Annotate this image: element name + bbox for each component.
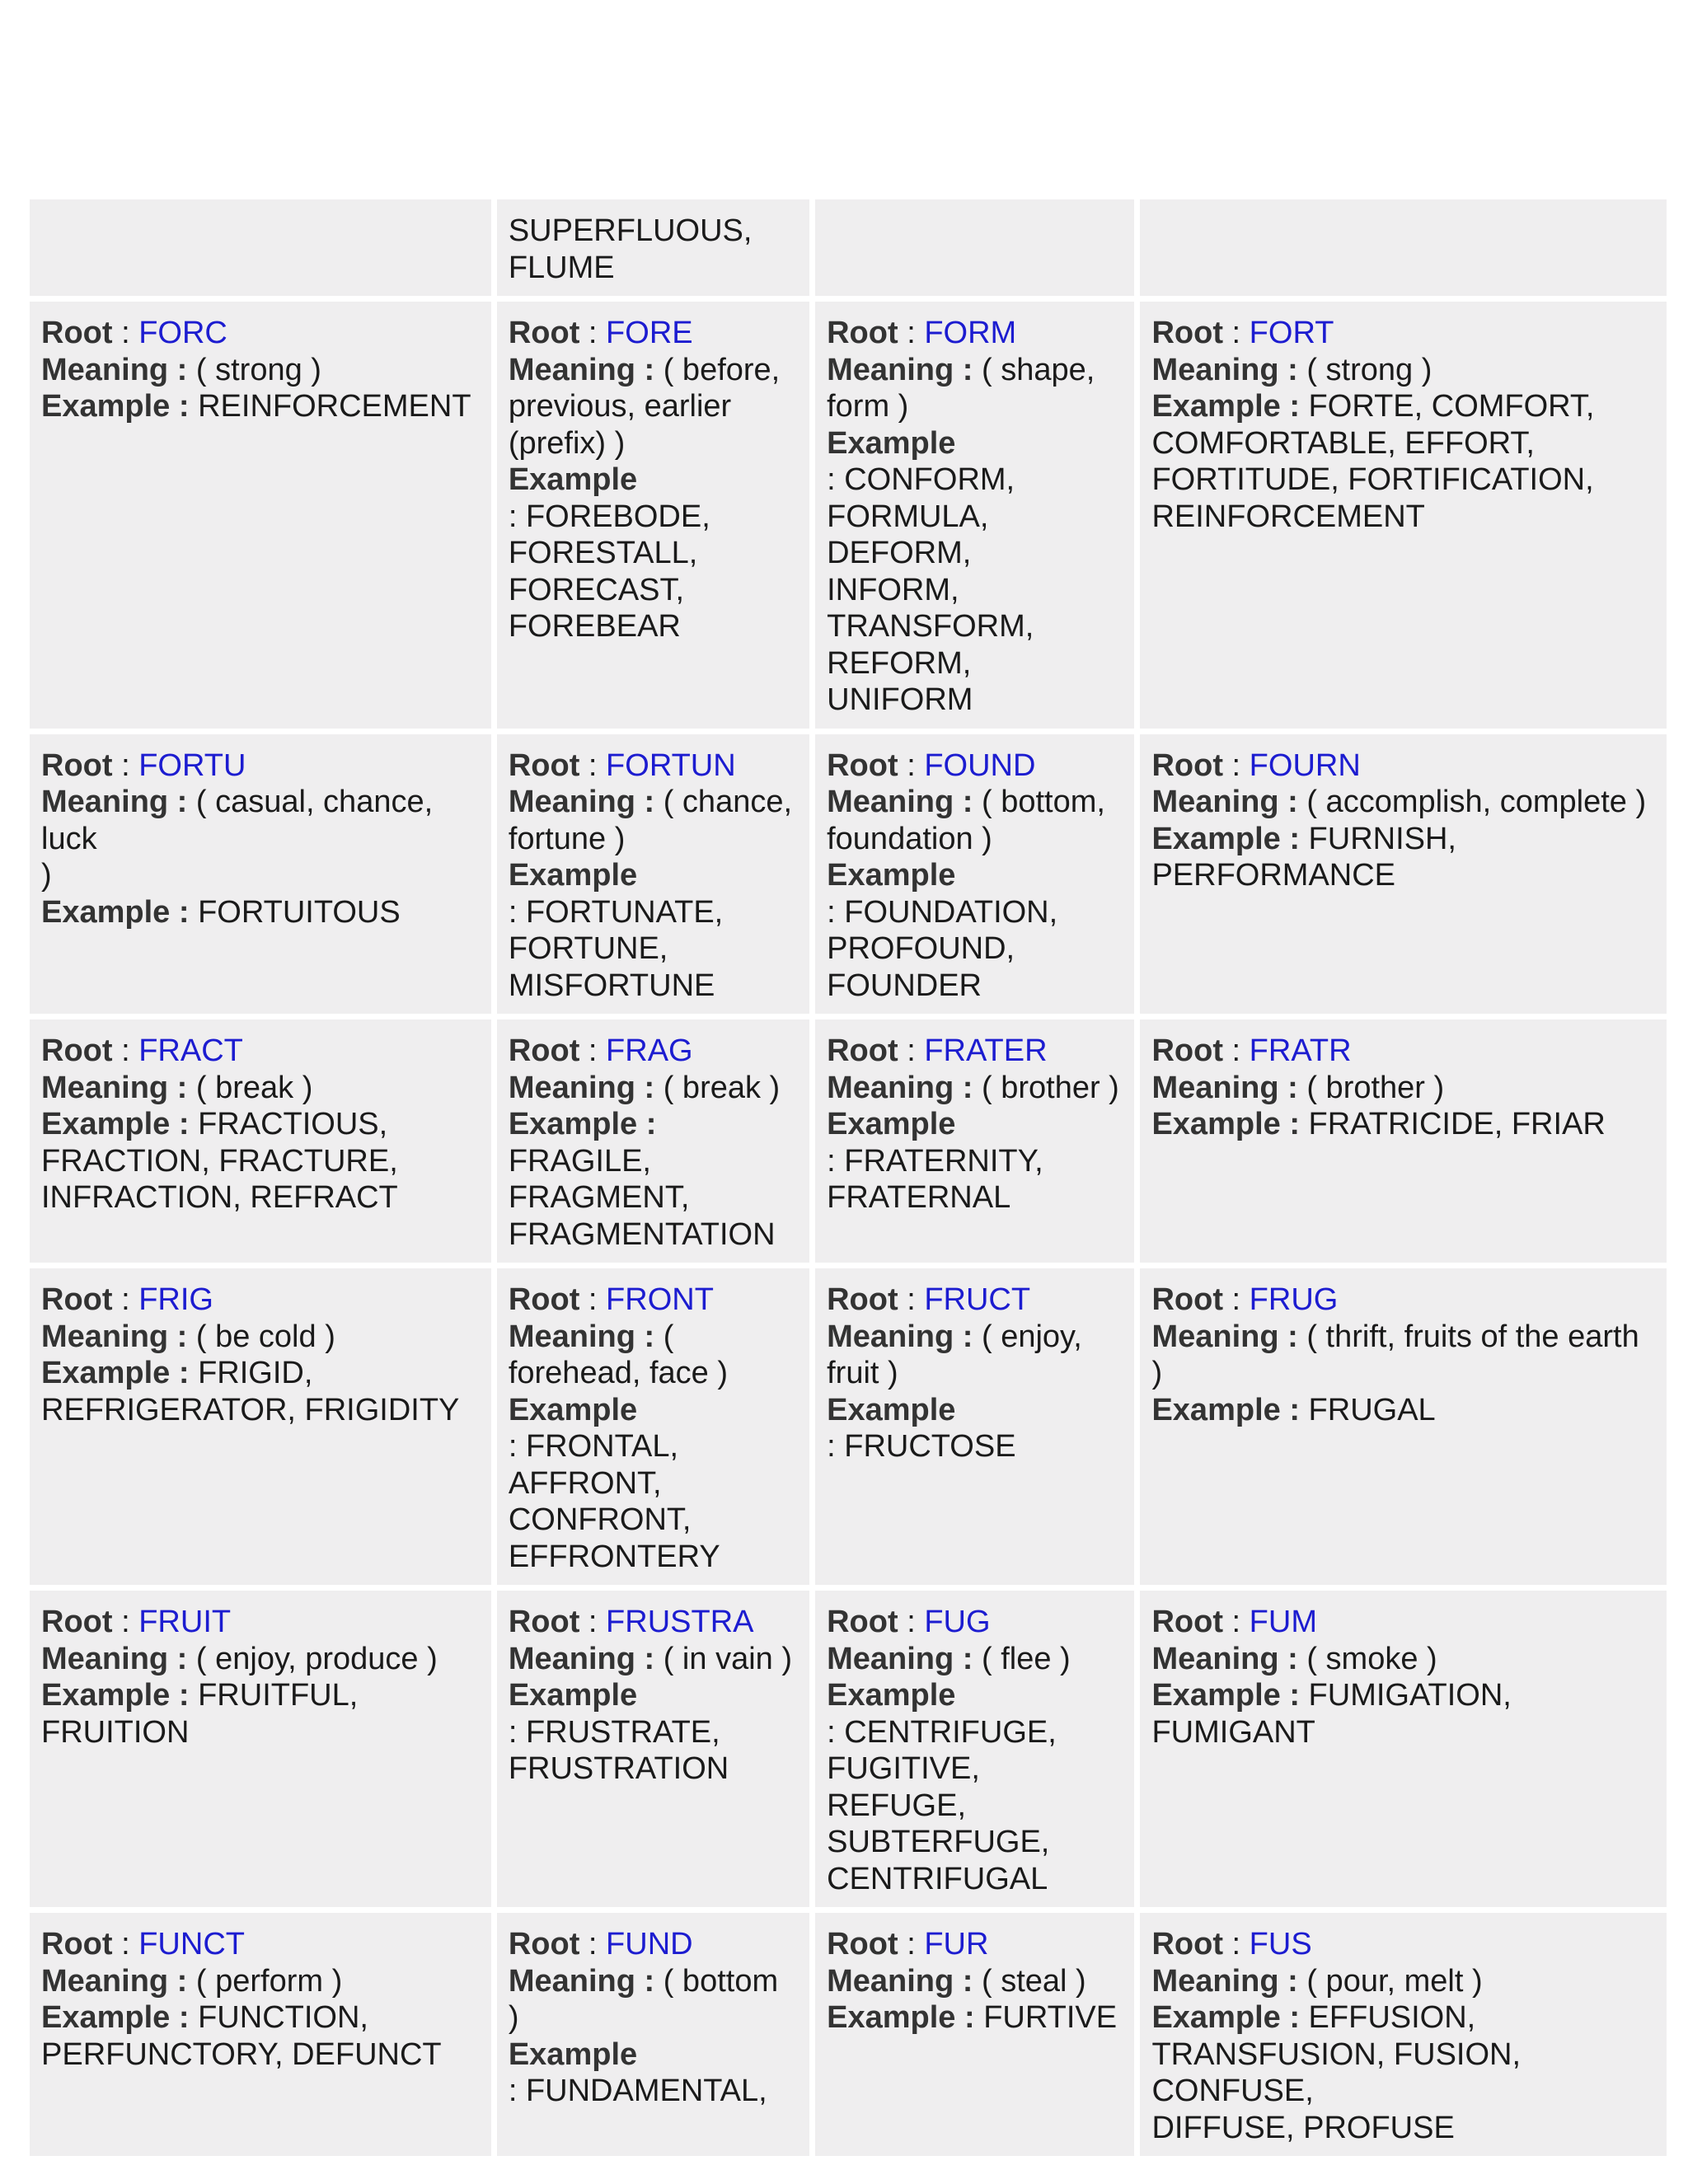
root-label: Root: [41, 1033, 113, 1068]
meaning-value: ( flee ): [982, 1641, 1071, 1676]
table-cell: Root : FRATER Meaning : ( brother ) Example : FRATERNITY, FRATERNAL: [815, 1019, 1134, 1263]
word-roots-table-body: [30, 199, 1667, 2156]
meaning-label: Meaning :: [1151, 1070, 1298, 1105]
table-cell: [815, 199, 1134, 296]
root-label: Root: [827, 1605, 898, 1639]
table-cell: [30, 199, 491, 296]
root-value: FOUND: [924, 748, 1036, 783]
root-value: FRUSTRA: [606, 1605, 754, 1639]
example-label: Example :: [41, 1107, 190, 1141]
root-label: Root: [508, 1282, 580, 1317]
example-value: FORTE, COMFORT, COMFORTABLE, EFFORT, FORTITUDE, FORTIFICATION, REINFORCEMENT: [1151, 389, 1595, 534]
example-value: FRATRICIDE, FRIAR: [1308, 1107, 1606, 1141]
root-label: Root: [508, 1927, 580, 1961]
root-label: Root: [41, 1605, 113, 1639]
example-value: FRUSTRATE, FRUSTRATION: [508, 1714, 729, 1786]
example-label: Example: [508, 1392, 638, 1427]
root-value: FRIG: [138, 1282, 213, 1317]
root-value: FUS: [1249, 1927, 1312, 1961]
root-value: FRATR: [1249, 1033, 1352, 1068]
meaning-value: ( casual, chance, luck ): [41, 785, 434, 893]
example-label: Example: [827, 1107, 956, 1141]
meaning-label: Meaning :: [41, 785, 188, 819]
meaning-value: ( brother ): [982, 1070, 1119, 1105]
example-value: CENTRIFUGE, FUGITIVE, REFUGE, SUBTERFUGE, CENTRIFUGAL: [827, 1714, 1057, 1896]
meaning-value: ( bottom, foundation ): [827, 785, 1105, 856]
table-cell: Root : FUNCT Meaning : ( perform ) Example : FUNCTION, PERFUNCTORY, DEFUNCT: [30, 1913, 491, 2156]
table-cell: Root : FRUG Meaning : ( thrift, fruits of the earth ) Example : FRUGAL: [1140, 1268, 1667, 1585]
table-cell: Root : FRACT Meaning : ( break ) Example : FRACTIOUS, FRACTION, FRACTURE, INFRACTION, REFRACT: [30, 1019, 491, 1263]
root-label: Root: [1151, 1033, 1223, 1068]
example-label: Example: [508, 1678, 638, 1713]
example-value: FURTIVE: [983, 2000, 1118, 2035]
meaning-value: ( perform ): [195, 1963, 343, 1999]
meaning-value: ( be cold ): [195, 1319, 335, 1354]
example-label: Example: [827, 1392, 956, 1427]
example-value: FOUNDATION, PROFOUND, FOUNDER: [827, 894, 1058, 1003]
root-value: FUND: [606, 1927, 693, 1961]
table-cell: Root : FRIG Meaning : ( be cold ) Example : FRIGID, REFRIGERATOR, FRIGIDITY: [30, 1268, 491, 1585]
meaning-value: ( enjoy, fruit ): [827, 1319, 1082, 1390]
meaning-label: Meaning :: [508, 352, 655, 387]
example-label: Example :: [1151, 1392, 1300, 1427]
table-cell: [497, 199, 809, 296]
meaning-label: Meaning :: [41, 1963, 188, 1999]
table-cell: Root : FRUIT Meaning : ( enjoy, produce ) Example : FRUITFUL, FRUITION: [30, 1591, 491, 1907]
example-label: Example :: [41, 1678, 190, 1713]
table-cell: Root : FUM Meaning : ( smoke ) Example : FUMIGATION, FUMIGANT: [1140, 1591, 1667, 1907]
table-cell: Root : FUR Meaning : ( steal ) Example : FURTIVE: [815, 1913, 1134, 2156]
meaning-value: ( break ): [663, 1070, 781, 1105]
meaning-label: Meaning :: [41, 1070, 188, 1105]
word-roots-table: [24, 194, 1672, 2162]
meaning-label: Meaning :: [41, 352, 188, 387]
root-label: Root: [508, 1033, 580, 1068]
example-value: FRACTIOUS, FRACTION, FRACTURE, INFRACTION, REFRACT: [41, 1107, 398, 1215]
meaning-value: ( steal ): [982, 1963, 1086, 1999]
meaning-value: ( brother ): [1306, 1070, 1445, 1105]
table-cell: Root : FORM Meaning : ( shape, form ) Example : CONFORM, FORMULA, DEFORM, INFORM, TRANSFORM, REFORM, UNIFORM: [815, 302, 1134, 729]
root-value: FUM: [1249, 1605, 1317, 1639]
meaning-label: Meaning :: [41, 1319, 188, 1354]
table-cell: Root : FORTUN Meaning : ( chance, fortune ) Example : FORTUNATE, FORTUNE, MISFORTUNE: [497, 734, 809, 1015]
example-label: Example :: [508, 1107, 657, 1141]
meaning-value: ( pour, melt ): [1306, 1963, 1483, 1999]
example-value: FORTUITOUS: [198, 894, 401, 930]
example-label: Example :: [41, 389, 190, 424]
meaning-value: ( forehead, face ): [508, 1319, 728, 1390]
example-label: Example :: [41, 2000, 190, 2035]
root-value: FORC: [138, 316, 227, 350]
root-value: FRATER: [924, 1033, 1048, 1068]
meaning-value: ( smoke ): [1306, 1641, 1437, 1676]
example-value: FUMIGATION, FUMIGANT: [1151, 1678, 1512, 1750]
meaning-value: ( strong ): [195, 352, 321, 387]
example-label: Example: [827, 425, 956, 461]
root-value: FRAG: [606, 1033, 693, 1068]
root-value: FRUIT: [138, 1605, 232, 1639]
root-label: Root: [1151, 316, 1223, 350]
table-row: [30, 734, 1667, 1015]
root-label: Root: [1151, 1605, 1223, 1639]
meaning-label: Meaning :: [508, 1641, 655, 1676]
meaning-value: ( strong ): [1306, 352, 1432, 387]
meaning-label: Meaning :: [41, 1641, 188, 1676]
example-label: Example :: [41, 1356, 190, 1390]
meaning-value: ( chance, fortune ): [508, 785, 793, 856]
example-value: FURNISH, PERFORMANCE: [1151, 821, 1456, 893]
table-cell: Root : FRUCT Meaning : ( enjoy, fruit ) Example : FRUCTOSE: [815, 1268, 1134, 1585]
meaning-label: Meaning :: [827, 785, 973, 819]
meaning-label: Meaning :: [827, 1641, 973, 1676]
meaning-label: Meaning :: [827, 1070, 973, 1105]
table-cell: Root : FRATR Meaning : ( brother ) Example : FRATRICIDE, FRIAR: [1140, 1019, 1667, 1263]
meaning-value: ( enjoy, produce ): [195, 1641, 438, 1676]
example-value: CONFORM, FORMULA, DEFORM, INFORM, TRANSFORM, REFORM, UNIFORM: [827, 462, 1034, 717]
meaning-label: Meaning :: [1151, 1963, 1298, 1999]
meaning-value: ( bottom ): [508, 1963, 779, 2035]
example-value: FRUITFUL, FRUITION: [41, 1678, 359, 1750]
root-label: Root: [827, 748, 898, 783]
meaning-value: ( before, previous, earlier (prefix) ): [508, 352, 781, 461]
table-cell: Root : FORT Meaning : ( strong ) Example : FORTE, COMFORT, COMFORTABLE, EFFORT, FORTITUDE, FORTIFICATION, REINFORCEMENT: [1140, 302, 1667, 729]
table-cell: Root : FRUSTRA Meaning : ( in vain ) Example : FRUSTRATE, FRUSTRATION: [497, 1591, 809, 1907]
meaning-label: Meaning :: [827, 1963, 973, 1999]
example-value: FUNDAMENTAL,: [525, 2074, 767, 2108]
table-cell: Root : FUS Meaning : ( pour, melt ) Example : EFFUSION, TRANSFUSION, FUSION, CONFUSE, DIFFUSE, PROFUSE: [1140, 1913, 1667, 2156]
meaning-label: Meaning :: [1151, 1641, 1298, 1676]
root-label: Root: [508, 316, 580, 350]
table-cell: Root : FORTU Meaning : ( casual, chance, luck ) Example : FORTUITOUS: [30, 734, 491, 1015]
root-value: FUR: [924, 1927, 989, 1961]
meaning-value: ( shape, form ): [827, 352, 1095, 424]
example-value: REINFORCEMENT: [198, 389, 471, 424]
table-row: [30, 1268, 1667, 1585]
meaning-value: ( thrift, fruits of the earth ): [1151, 1319, 1639, 1390]
meaning-label: Meaning :: [1151, 1319, 1298, 1354]
meaning-value: ( accomplish, complete ): [1306, 785, 1647, 819]
root-label: Root: [41, 1927, 113, 1961]
table-cell: Root : FRONT Meaning : ( forehead, face ) Example : FRONTAL, AFFRONT, CONFRONT, EFFRONTERY: [497, 1268, 809, 1585]
root-label: Root: [41, 316, 113, 350]
root-label: Root: [1151, 748, 1223, 783]
example-value: FRONTAL, AFFRONT, CONFRONT, EFFRONTERY: [508, 1429, 720, 1574]
example-label: Example :: [1151, 389, 1300, 424]
table-cell: Root : FUND Meaning : ( bottom ) Example : FUNDAMENTAL,: [497, 1913, 809, 2156]
example-value: FOREBODE, FORESTALL, FORECAST, FOREBEAR: [508, 499, 710, 644]
root-label: Root: [1151, 1282, 1223, 1317]
table-cell: Root : FRAG Meaning : ( break ) Example : FRAGILE, FRAGMENT, FRAGMENTATION: [497, 1019, 809, 1263]
example-label: Example: [508, 2036, 638, 2072]
meaning-label: Meaning :: [508, 1070, 655, 1105]
root-label: Root: [41, 748, 113, 783]
table-row: [30, 1019, 1667, 1263]
example-label: Example :: [827, 2000, 975, 2035]
example-label: Example: [827, 1678, 956, 1713]
example-value: FUNCTION, PERFUNCTORY, DEFUNCT: [41, 2000, 442, 2072]
table-cell: Root : FOURN Meaning : ( accomplish, complete ) Example : FURNISH, PERFORMANCE: [1140, 734, 1667, 1015]
example-label: Example :: [1151, 1107, 1300, 1141]
example-value: FRUGAL: [1308, 1392, 1436, 1427]
meaning-label: Meaning :: [1151, 352, 1298, 387]
table-cell: Root : FORE Meaning : ( before, previous, earlier (prefix) ) Example : FOREBODE, FORESTALL, FORECAST, FOREBEAR: [497, 302, 809, 729]
root-label: Root: [827, 1033, 898, 1068]
example-value: FRIGID, REFRIGERATOR, FRIGIDITY: [41, 1356, 460, 1427]
example-value: FRAGILE, FRAGMENT, FRAGMENTATION: [508, 1143, 776, 1252]
example-label: Example :: [1151, 1678, 1300, 1713]
table-cell: Root : FUG Meaning : ( flee ) Example : CENTRIFUGE, FUGITIVE, REFUGE, SUBTERFUGE, CENTRIFUGAL: [815, 1591, 1134, 1907]
table-cell: Root : FOUND Meaning : ( bottom, foundation ) Example : FOUNDATION, PROFOUND, FOUNDER: [815, 734, 1134, 1015]
continuation-text: SUPERFLUOUS, FLUME: [508, 213, 753, 285]
root-label: Root: [827, 1927, 898, 1961]
table-row: [30, 1591, 1667, 1907]
example-label: Example :: [41, 894, 190, 930]
root-value: FRUCT: [924, 1282, 1031, 1317]
table-row: [30, 199, 1667, 296]
root-value: FORM: [924, 316, 1017, 350]
root-label: Root: [508, 1605, 580, 1639]
example-value: FORTUNATE, FORTUNE, MISFORTUNE: [508, 894, 724, 1003]
root-value: FORE: [606, 316, 693, 350]
root-value: FRACT: [138, 1033, 243, 1068]
root-label: Root: [1151, 1927, 1223, 1961]
meaning-label: Meaning :: [508, 1963, 655, 1999]
meaning-label: Meaning :: [1151, 785, 1298, 819]
example-label: Example :: [1151, 821, 1300, 856]
meaning-label: Meaning :: [827, 1319, 973, 1354]
example-label: Example: [508, 858, 638, 893]
meaning-label: Meaning :: [827, 352, 973, 387]
table-cell: [1140, 199, 1667, 296]
root-value: FRUG: [1249, 1282, 1339, 1317]
table-row: [30, 1913, 1667, 2156]
root-label: Root: [41, 1282, 113, 1317]
table-row: [30, 302, 1667, 729]
root-label: Root: [827, 316, 898, 350]
root-value: FORTU: [138, 748, 246, 783]
example-value: EFFUSION, TRANSFUSION, FUSION, CONFUSE, DIFFUSE, PROFUSE: [1151, 2000, 1522, 2145]
root-value: FORTUN: [606, 748, 736, 783]
root-value: FUNCT: [138, 1927, 245, 1961]
root-value: FORT: [1249, 316, 1334, 350]
root-label: Root: [508, 748, 580, 783]
meaning-label: Meaning :: [508, 1319, 655, 1354]
root-value: FUG: [924, 1605, 991, 1639]
example-label: Example :: [1151, 2000, 1300, 2035]
root-label: Root: [827, 1282, 898, 1317]
example-label: Example: [827, 858, 956, 893]
example-label: Example: [508, 462, 638, 497]
meaning-label: Meaning :: [508, 785, 655, 819]
example-value: FRATERNITY, FRATERNAL: [827, 1143, 1043, 1215]
root-value: FOURN: [1249, 748, 1361, 783]
table-cell: Root : FORC Meaning : ( strong ) Example : REINFORCEMENT: [30, 302, 491, 729]
root-value: FRONT: [606, 1282, 714, 1317]
meaning-value: ( break ): [195, 1070, 313, 1105]
meaning-value: ( in vain ): [663, 1641, 792, 1676]
example-value: FRUCTOSE: [844, 1429, 1016, 1464]
